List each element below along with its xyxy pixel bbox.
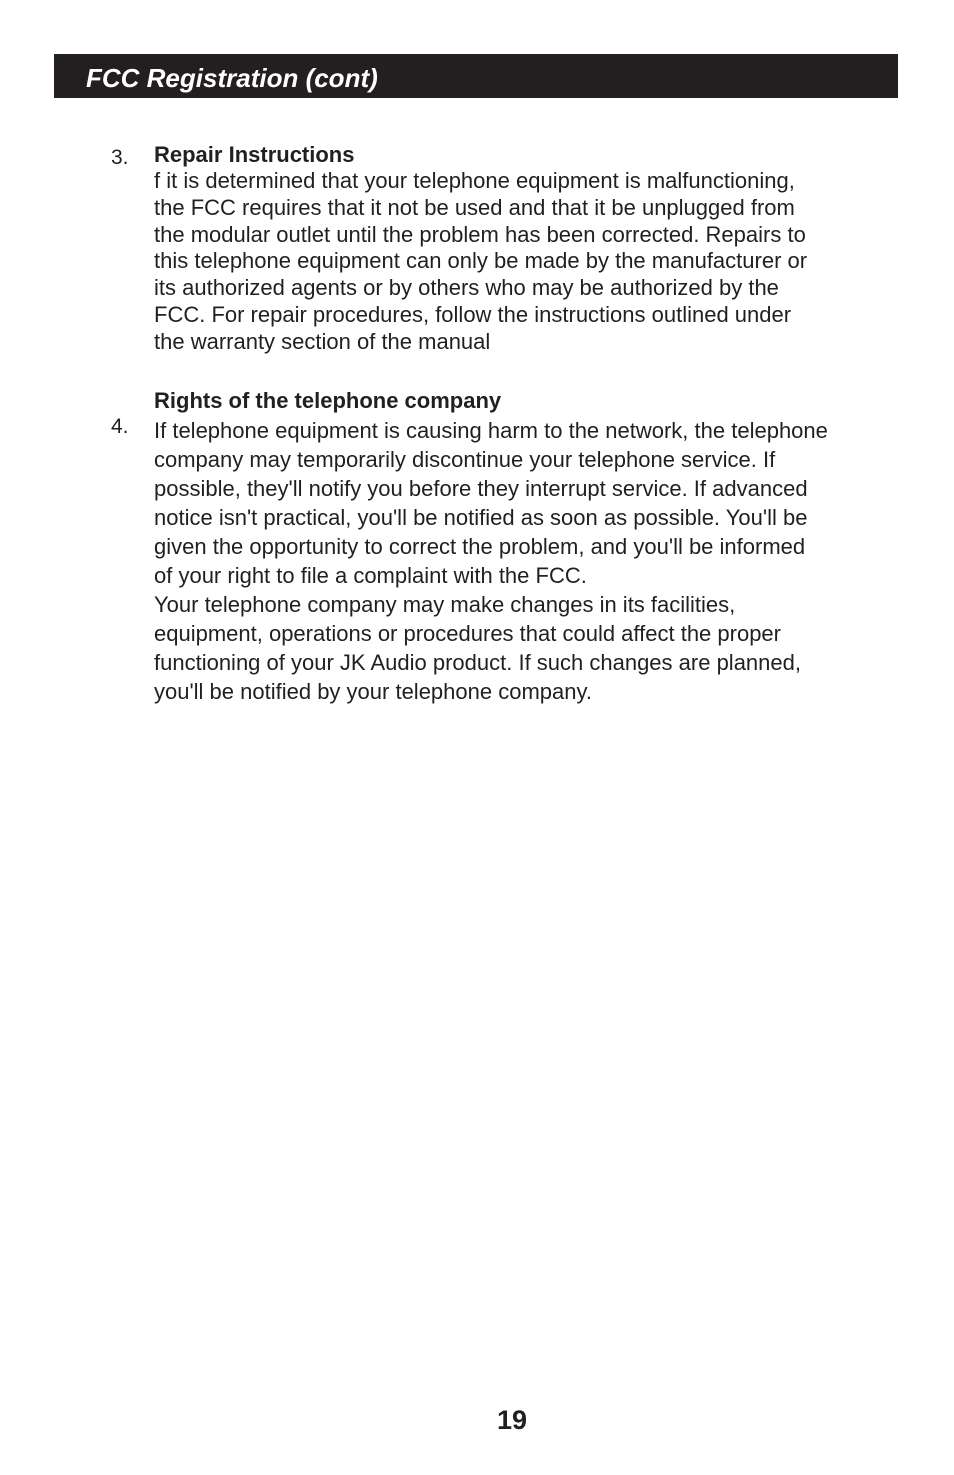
- text-line: equipment, operations or procedures that could affect the proper: [154, 621, 781, 646]
- list-item-repair-instructions: [154, 142, 899, 356]
- text-line: its authorized agents or by others who may be authorized by the: [154, 275, 779, 301]
- section-header-bar: [54, 54, 898, 98]
- text-line: functioning of your JK Audio product. If such changes are planned,: [154, 650, 801, 675]
- item-heading: Rights of the telephone company: [154, 388, 502, 413]
- item-paragraph: [154, 168, 899, 356]
- text-line: company may temporarily discontinue your telephone service. If: [154, 447, 776, 472]
- text-line: Your telephone company may make changes in its facilities,: [154, 592, 736, 617]
- text-line: f it is determined that your telephone equipment is malfunctioning,: [154, 168, 795, 193]
- text-line: of your right to file a complaint with the FCC.: [154, 563, 587, 588]
- text-line: FCC. For repair procedures, follow the instructions outlined under: [154, 301, 792, 327]
- text-line: given the opportunity to correct the problem, and you'll be informed: [154, 534, 806, 559]
- text-line: notice isn't practical, you'll be notified as soon as possible. You'll be: [154, 505, 808, 530]
- text-line: this telephone equipment can only be made by the manufacturer or: [154, 248, 808, 274]
- list-item-rights-of-telephone-company: [154, 388, 899, 706]
- section-title: FCC Registration (cont): [86, 63, 378, 93]
- text-line: possible, they'll notify you before they interrupt service. If advanced: [154, 476, 808, 501]
- text-line: the warranty section of the manual: [154, 328, 491, 354]
- list-item-number: 3.: [111, 146, 129, 169]
- item-paragraph: [154, 590, 899, 706]
- item-paragraph: [154, 416, 899, 590]
- list-item-number: 4.: [111, 415, 129, 438]
- text-line: the modular outlet until the problem has been corrected. Repairs to: [154, 221, 806, 247]
- text-line: you'll be notified by your telephone company.: [154, 679, 592, 704]
- text-line: the FCC requires that it not be used and that it be unplugged from: [154, 194, 795, 220]
- text-line: If telephone equipment is causing harm to the network, the telephone: [154, 418, 828, 443]
- item-heading: Repair Instructions: [154, 142, 355, 167]
- page-number: 19: [496, 1405, 528, 1435]
